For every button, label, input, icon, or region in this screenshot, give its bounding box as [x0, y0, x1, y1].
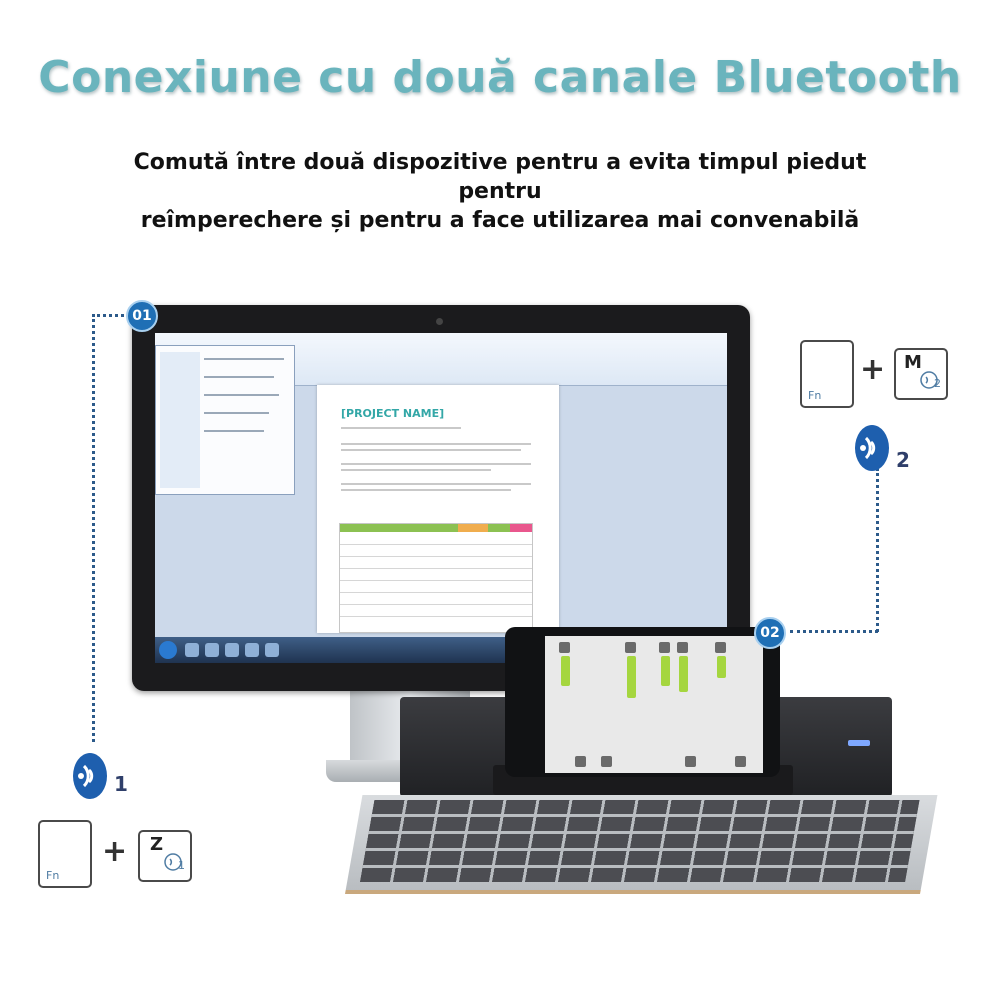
table-row — [340, 592, 532, 593]
fn-key-label: Fn — [46, 869, 60, 882]
table-row — [340, 544, 532, 545]
device-badge-1: 01 — [126, 300, 158, 332]
connector-line-2-horizontal — [790, 630, 878, 633]
keyboard-led-indicator — [848, 740, 870, 746]
monitor-screen — [155, 333, 727, 663]
chat-bubble — [679, 656, 688, 692]
chat-avatar — [659, 642, 670, 653]
taskbar-app-icon — [245, 643, 259, 657]
table-row — [340, 580, 532, 581]
device-badge-2: 02 — [754, 617, 786, 649]
connector-line-2-vertical — [876, 468, 879, 632]
chat-bubble — [627, 656, 636, 698]
chat-avatar — [625, 642, 636, 653]
keyboard-key-rows — [360, 800, 919, 882]
table-row — [340, 616, 532, 617]
chat-avatar — [735, 756, 746, 767]
channel-number-2: 2 — [896, 448, 910, 472]
taskbar-app-icon — [205, 643, 219, 657]
fn-key-label: Fn — [808, 389, 822, 402]
start-button-icon — [159, 641, 177, 659]
menu-line — [204, 394, 279, 396]
chat-avatar — [601, 756, 612, 767]
subtitle-line-2: reîmperechere și pentru a face utilizarea mai convenabilă — [140, 208, 860, 233]
chat-avatar — [715, 642, 726, 653]
menu-left-column — [160, 352, 200, 488]
fn-key-1 — [38, 820, 92, 888]
menu-line — [204, 412, 269, 414]
menu-line — [204, 358, 284, 360]
bluetooth-icon — [854, 424, 898, 472]
bluetooth-channel-1-icon — [164, 852, 186, 876]
document-table — [339, 523, 533, 633]
chat-bubble — [561, 656, 570, 686]
file-menu-panel — [155, 345, 295, 495]
plus-sign-2: + — [860, 352, 886, 387]
doc-line — [341, 427, 461, 429]
m-key — [894, 348, 948, 400]
connector-line-1-top — [92, 314, 130, 317]
monitor-camera — [436, 318, 443, 325]
bluetooth-channel-2-icon — [920, 370, 944, 394]
table-row — [340, 556, 532, 557]
bluetooth-icon — [72, 752, 116, 800]
subtitle-line-1: Comută între două dispozitive pentru a evita timpul piedut pentru — [133, 150, 867, 204]
z-key-letter: Z — [150, 834, 164, 855]
doc-line — [341, 483, 531, 485]
svg-text:1: 1 — [178, 859, 185, 872]
doc-line — [341, 443, 531, 445]
page-title: Conexiune cu două canale Bluetooth — [38, 52, 962, 103]
doc-line — [341, 463, 531, 465]
phone-screen — [545, 636, 763, 773]
doc-line — [341, 469, 491, 471]
chat-avatar — [685, 756, 696, 767]
channel-number-1: 1 — [114, 772, 128, 796]
doc-line — [341, 489, 511, 491]
doc-line — [341, 449, 521, 451]
m-key-letter: M — [904, 352, 922, 373]
page-subtitle — [100, 148, 900, 235]
taskbar-app-icon — [185, 643, 199, 657]
table-row — [340, 604, 532, 605]
chat-avatar — [677, 642, 688, 653]
document-page — [317, 385, 559, 633]
taskbar-app-icon — [225, 643, 239, 657]
menu-line — [204, 430, 264, 432]
chat-bubble — [661, 656, 670, 686]
chat-avatar — [559, 642, 570, 653]
table-header-pink — [510, 524, 532, 532]
table-header-green — [340, 524, 532, 532]
table-header-orange — [458, 524, 488, 532]
chat-avatar — [575, 756, 586, 767]
plus-sign-1: + — [102, 834, 128, 869]
menu-line — [204, 376, 274, 378]
document-heading: [PROJECT NAME] — [341, 407, 445, 420]
table-row — [340, 568, 532, 569]
fn-key-2 — [800, 340, 854, 408]
svg-text:2: 2 — [934, 377, 941, 390]
z-key — [138, 830, 192, 882]
taskbar-app-icon — [265, 643, 279, 657]
chat-bubble — [717, 656, 726, 678]
connector-line-1-vertical — [92, 314, 95, 742]
